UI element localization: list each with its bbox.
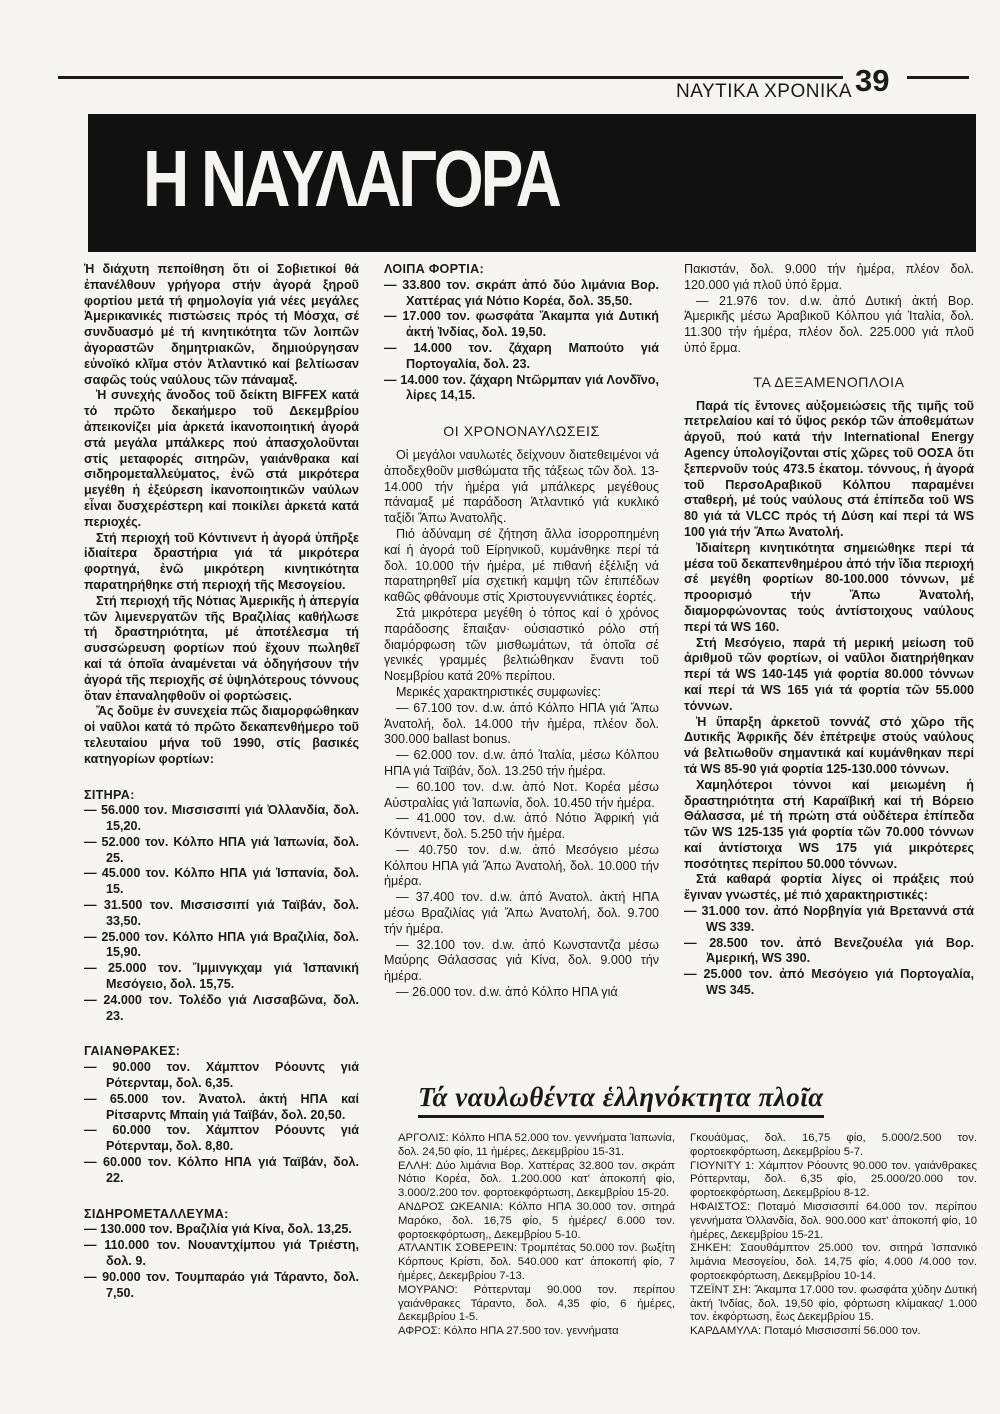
list-item: — 33.800 τον. σκράπ ἀπό δύο λιμάνια Βορ. Χαττέρας γιά Νότιο Κορέα, δολ. 35,50. [384, 277, 659, 308]
fixture-entry: ΜΟΥΡΑΝΟ: Ρόττερνταμ 90.000 τον. περίπου γαιάνθρακες Τάραντο, δολ. 4,35 φίο, 6 ἡμέρες, Δεκεμβρίου 1-5. [398, 1283, 675, 1324]
fixture-entry: ΗΦΑΙΣΤΟΣ: Ποταμό Μισσισσιπί 64.000 τον. περίπου γεννήματα Ὀλλανδία, δολ. 900.000 κατ' ἀποκοπή φίο, 10 ἡμέρες, Δεκεμβρίου 15-21. [690, 1200, 977, 1241]
category-heading: ΓΑΙΑΝΘΡΑΚΕΣ: [84, 1044, 181, 1059]
fixture-entry: Γκουάϋμας, δολ. 16,75 φίο, 5.000/2.500 τον. φορτοεκφόρτωση, Δεκεμβρίου 5-7. [690, 1132, 977, 1158]
category-heading: ΣΙΔΗΡΟΜΕΤΑΛΛΕΥΜΑ: [84, 1206, 229, 1221]
section-heading-tankers: ΤΑ ΔΕΞΑΜΕΝΟΠΛΟΙΑ [753, 373, 905, 390]
list-item: — 25.000 τον. Κόλπο ΗΠΑ γιά Βραζιλία, δολ. 15,90. [84, 929, 359, 960]
list-item: — 31.000 τον. ἀπό Νορβηγία γιά Βρεταννά στά WS 339. [684, 904, 974, 934]
list-item: — 25.000 τον. Ἴμμινγκχαμ γιά Ἰσπανική Μεσόγειο, δολ. 15,75. [84, 961, 359, 992]
list-item: — 65.000 τον. Ἀνατολ. ἀκτή ΗΠΑ καί Ρίτσαρντς Μπαίη γιά Ταϊβάν, δολ. 20,50. [84, 1091, 359, 1122]
list-item: — 40.750 τον. d.w. ἀπό Μεσόγειο μέσω Κόλπου ΗΠΑ γιά Ἄπω Ἀνατολή, δολ. 10.000 τήν ἡμέρα. [384, 842, 659, 889]
list-item: — 110.000 τον. Νουαντχίμπου γιά Τριέστη, δολ. 9. [84, 1238, 359, 1269]
list-item: — 60.100 τον. d.w. ἀπό Νοτ. Κορέα μέσω Αὐστραλίας γιά Ἰαπωνία, δολ. 10.450 τήν ἡμέρα. [384, 779, 659, 810]
paragraph: Ἰδιαίτερη κινητικότητα σημειώθηκε περί τά μέσα τοῦ δεκαπενθημέρου ἀπό τήν ἴδια περιοχή σέ μεγέθη φορτίων 80-100.000 τόννων, μέ προορισμό τήν Ἄπω Ἀνατολή, διαμορφώνοντας τούς ἀντίστοιχους ναύλους περί τά WS 160. [684, 540, 974, 634]
list-item: — 31.500 τον. Μισσισσιπί γιά Ταϊβάν, δολ. 33,50. [84, 898, 359, 928]
paragraph: Παρά τίς ἔντονες αὐξομειώσεις τῆς τιμῆς τοῦ πετρελαίου καί τό ὕψος ρεκόρ τῶν ἀποθεμάτων ἀργοῦ, πού κατά τήν International Energy Agency ὑπολογίζονται στίς χῶρες τοῦ ΟΟΣΑ ὅτι ξεπερνοῦν τούς 473.5 ἑκατομ. τόννους, ἡ ἀγορά τοῦ ΠερσοΑραβικοῦ Κόλπου παραμένει σταθερή, μέ τούς ναύλους στά ἐπίπεδα τοῦ WS 80 γιά τά VLCC πρός τή Δύση καί περί τά WS 100 γιά τήν Ἄπω Ἀνατολή. [684, 398, 974, 539]
list-item: — 90.000 τον. Χάμπτον Ρόουντς γιά Ρότερνταμ, δολ. 6,35. [84, 1060, 359, 1091]
section-heading-time-charters: ΟΙ ΧΡΟΝΟΝΑΥΛΩΣΕΙΣ [443, 423, 600, 440]
running-title: ΝΑΥΤΙΚΑ ΧΡΟΝΙΚΑ [676, 81, 853, 102]
list-item: — 52.000 τον. Κόλπο ΗΠΑ γιά Ἰαπωνία, δολ. 25. [84, 834, 359, 865]
list-item: — 62.000 τον. d.w. ἀπό Ἰταλία, μέσω Κόλπου ΗΠΑ γιά Ταϊβάν, δολ. 13.250 τήν ἡμέρα. [384, 748, 659, 778]
paragraph: Ἡ συνεχής ἄνοδος τοῦ δείκτη BIFFEX κατά τό πρῶτο δεκαήμερο τοῦ Δεκεμβρίου ἀπεικονίζει μία ἀρκετά ἱκανοποιητική ἀγορά στά μεγάλα μπάλκερς πού ἀπασχολοῦνται στίς μεταφορές σιτηρῶν, γαιάνθρακα καί σιδηρομεταλλεύματος, ἐνῶ στά μικρότερα μεγέθη ἡ ἐξεύρεση ἱκανοποιητικῶν ναύλων εἶναι δυσχερέστερη καί ποικίλει ἀρκετά κατά περιοχές. [84, 388, 359, 529]
list-item: — 28.500 τον. ἀπό Βενεζουέλα γιά Βορ. Ἀμερική, WS 390. [684, 935, 974, 966]
fixture-entry: ΚΑΡΔΑΜΥΛΑ: Ποταμό Μισσισσιπί 56.000 τον. [690, 1325, 921, 1338]
paragraph: Ἄς δοῦμε ἐν συνεχεία πῶς διαμορφώθηκαν οἱ ναῦλοι κατά τό πρῶτο δεκαπενθήμερο τοῦ τελευταίου μήνα τοῦ 1990, στίς βασικές κατηγορίων φορτίων: [84, 704, 359, 766]
header-rule-left [58, 76, 843, 79]
fixture-entry: ΑΦΡΟΣ: Κόλπο ΗΠΑ 27.500 τον. γεννήματα [398, 1325, 619, 1338]
list-item: — 130.000 τον. Βραζιλία γιά Κίνα, δολ. 13,25. [84, 1222, 352, 1237]
paragraph: Στή περιοχή τῆς Νότιας Ἀμερικῆς ἡ ἀπεργία τῶν λιμενεργατῶν τῆς Βραζιλίας καθήλωσε τή δραστηριότητα, μέ ἀποτέλεσμα τή συσσώρευση φορτίων πού ἔχουν πωληθεῖ καί τά ὁποῖα ἀναμένεται νά ὁδηγήσουν τήν ἀγορά τῆς περιοχῆς σέ ὑψηλότερους τόννους ὅταν ἐπαναληφθοῦν οἱ φορτώσεις. [84, 593, 359, 703]
list-item: — 25.000 τον. ἀπό Μεσόγειο γιά Πορτογαλία, WS 345. [684, 967, 974, 998]
section-title: Η ΝΑΥΛΑΓΟΡΑ [143, 133, 559, 224]
list-item: — 56.000 τον. Μισσισσιπί γιά Ὀλλανδία, δολ. 15,20. [84, 803, 359, 834]
fixture-entry: ΤΖΕΪΝΤ ΣΗ: Ἄκαμπα 17.000 τον. φωσφάτα χύδην Δυτική ἀκτή Ἰνδίας, δολ. 19,50 φίο, φόρτωση κλίμακας/ 1.000 τον. ἐκφόρτωση, ἕως Δεκεμβρίου 15. [690, 1283, 977, 1324]
fixture-entry: ΓΙΟΥΝΙΤΥ 1: Χάμπτον Ρόουντς 90.000 τον. γαιάνθρακες Ρόττερνταμ, δολ. 6,35 φίο, 25.000/20.000 τον. φορτοεκφόρτωση, Δεκεμβρίου 8-12. [690, 1159, 977, 1200]
paragraph: Στά μικρότερα μεγέθη ὁ τόπος καί ὁ χρόνος παράδοσης ἔπαιξαν· οὐσιαστικό ρόλο στή διαμόρφωση τῶν μισθωμάτων, τά ὁποῖα σέ γενικές γραμμές βελτιώθηκαν ἔναντι τοῦ Νοεμβρίου κατά 20% περίπου. [384, 605, 659, 684]
fixtures-heading: Τά ναυλωθέντα ἑλληνόκτητα πλοῖα [418, 1082, 824, 1118]
fixture-entry: ΕΛΛΗ: Δύο λιμάνια Βορ. Χαττέρας 32.800 τον. σκράπ Νότιο Κορέα, δολ. 1.200.000 κατ' ἀποκοπή φίο, 3.000/2.200 τον. φορτοεκφόρτωση, Δεκεμβρίου 15-20. [398, 1159, 675, 1200]
paragraph: Χαμηλότεροι τόννοι καί μειωμένη ἡ δραστηριότητα στή Καραϊβική καί τή Βόρειο Θάλασσα, μέ τή πρώτη στά οὐδέτερα ἐπίπεδα τῶν WS 125-135 γιά φορτία τῶν 70.000 τόννων καί ἀντίστοιχα WS 175 γιά μικρότερες ποσότητες περίπου 50.000 τόννων. [684, 777, 974, 871]
list-item: — 45.000 τον. Κόλπο ΗΠΑ γιά Ἰσπανία, δολ. 15. [84, 866, 359, 897]
paragraph: Οἱ μεγάλοι ναυλωτές δείχνουν διατεθειμένοι νά ἀποδεχθοῦν μισθώματα τῆς τάξεως τῶν δολ. 13-14.000 τήν ἡμέρα γιά μπάλκερς μεγέθους πάναμαξ μέ παράδοση Ἀτλαντικό γιά κυκλικό ταξίδι Ἄπω Ἀνατολῆς. [384, 447, 659, 526]
list-item: — 60.000 τον. Κόλπο ΗΠΑ γιά Ταϊβάν, δολ. 22. [84, 1155, 359, 1185]
fixtures-column-left [398, 1132, 675, 1339]
fixtures-column-right [690, 1132, 977, 1339]
paragraph: Πιό ἀδύναμη σέ ζήτηση ἄλλα ἰσορροπημένη καί ἡ ἀγορά τοῦ Είρηνικοῦ, κυμάνθηκε περί τά δολ. 10.000 τήν ἡμέρα, μέ πιθανή ἐξέλιξη νά παρατηρηθεῖ μία σχετική καμψη τῶν ἐπιπέδων καθῶς φθάνουμε στίς Χριστουγεννιάτικες ἑορτές. [384, 526, 659, 605]
fixture-entry: ΑΤΛΑΝΤΙΚ ΣΟΒΕΡΕΊΝ: Τρομπέτας 50.000 τον. βωξίτη Κόρπους Κρίστι, δολ. 540.000 κατ' ἀποκοπή φίο, 7 ἡμέρες, Δεκεμβρίου 7-13. [398, 1242, 675, 1282]
category-heading: ΣΙΤΗΡΑ: [84, 787, 135, 802]
paragraph: Στή Μεσόγειο, παρά τή μερική μείωση τοῦ ἀριθμοῦ τῶν φορτίων, οἱ ναῦλοι διατηρήθηκαν περί τά WS 140-145 γιά φορτία 80.000 τόννων καί περί τά WS 165 γιά τά φορτία τῶν 55.000 τόννων. [684, 635, 974, 713]
list-item: — 37.400 τον. d.w. ἀπό Ἀνατολ. ἀκτή ΗΠΑ μέσω Βραζιλίας γιά Ἄπω Ἀνατολή, δολ. 9.700 τήν ἡμέρα. [384, 890, 659, 936]
fixture-entry: ΣΗΚΕΗ: Σαουθάμπτον 25.000 τον. σιτηρά Ἰσπανικό λιμάνια Μεσογείου, δολ. 14,75 φίο, 4.000 /4.000 τον. φορτοεκφόρτωση, Δεκεμβρίου 10-14. [690, 1242, 977, 1282]
list-item: — 14.000 τον. ζάχαρη Ντῶρμπαν γιά Λονδῖνο, λίρες 14,15. [384, 372, 659, 403]
section-banner [88, 114, 976, 252]
list-item: — 26.000 τον. d.w. ἀπό Κόλπο ΗΠΑ γιά [396, 985, 618, 1000]
header-rule-right [907, 76, 969, 79]
category-heading: ΛΟΙΠΑ ΦΟΡΤΙΑ: [384, 262, 484, 276]
paragraph: Στά καθαρά φορτία λίγες οἱ πράξεις πού ἔγιναν γνωστές, μέ πιό χαρακτηριστικές: [684, 872, 974, 903]
list-item: — 41.000 τον. d.w. ἀπό Νότιο Ἀφρική γιά Κόντινεντ, δολ. 5.250 τήν ἡμέρα. [384, 811, 659, 842]
fixture-entry: ΑΡΓΟΛΙΣ: Κόλπο ΗΠΑ 52.000 τον. γεννήματα Ἰαπωνία, δολ. 24,50 φίο, 11 ἡμέρες, Δεκεμβρίου 15-31. [398, 1132, 675, 1158]
list-item: — 60.000 τον. Χάμπτον Ρόουντς γιά Ρότερνταμ, δολ. 8,80. [84, 1123, 359, 1154]
list-item: — 17.000 τον. φωσφάτα Ἄκαμπα γιά Δυτική ἀκτή Ἰνδίας, δολ. 19,50. [384, 309, 659, 340]
list-item: — 90.000 τον. Τουμπαράο γιά Τάραντο, δολ. 7,50. [84, 1269, 359, 1300]
column-2 [384, 262, 659, 1001]
paragraph: Στή περιοχή τοῦ Κόντινεντ ἡ ἀγορά ὑπῆρξε ἰδιαίτερα δραστήρια γιά τά μικρότερα φορτηγά, ἐνῶ μικρότερη κινητικότητα παρατηρήθηκε στή περιοχή τῆς Μεσογείου. [84, 530, 359, 592]
paragraph: Μερικές χαρακτηριστικές συμφωνίες: [396, 684, 601, 699]
page-number: 39 [855, 63, 890, 98]
list-item: — 24.000 τον. Τολέδο γιά Λισσαβῶνα, δολ. 23. [84, 992, 359, 1023]
list-item: — 14.000 τον. ζάχαρη Μαπούτο γιά Πορτογαλία, δολ. 23. [384, 340, 659, 371]
column-1 [84, 262, 359, 1301]
list-item: — 67.100 τον. d.w. ἀπό Κόλπο ΗΠΑ γιά Ἄπω Ἀνατολή, δολ. 14.000 τήν ἡμέρα, πλέον δολ. 300.000 ballast bonus. [384, 700, 659, 747]
paragraph: Ἡ διάχυτη πεποίθηση ὅτι οἱ Σοβιετικοί θά ἐπανέλθουν γρήγορα στήν ἀγορά ξηροῦ φορτίου μετά τή φημολογία γιά νέες μεγάλες Ἀμερικανικές πιστώσεις πρός τή Μόσχα, σέ συνδυασμό μέ τή κινητικότητα τῶν λοιπῶν ἀγοραστῶν δημητριακῶν, δημιούργησαν εὐνοϊκό κλῖμα στόν Ἀτλαντικό καί βελτίωσαν σαφῶς τούς ναύλους τῶν πάναμαξ. [84, 262, 359, 387]
list-item: — 32.100 τον. d.w. ἀπό Κωνσταντζα μέσω Μαύρης Θάλασσας γιά Κίνα, δολ. 9.000 τήν ἡμέρα. [384, 937, 659, 984]
fixture-entry: ΑΝΔΡΟΣ ΩΚΕΑΝΙΑ: Κόλπο ΗΠΑ 30.000 τον. σιτηρά Μαρόκο, δολ. 16,75 φίο, 5 ἡμέρες/ 6.000 τον. φορτοεκφόρτωση,, Δεκεμβρίου 5-10. [398, 1200, 675, 1241]
paragraph: Πακιστάν, δολ. 9.000 τήν ἡμέρα, πλέον δολ. 120.000 γιά πλοῦ ὑπό ἔρμα. [684, 262, 974, 292]
column-3 [684, 262, 974, 999]
list-item: — 21.976 τον. d.w. ἀπό Δυτική ἀκτή Βορ. Ἀμερικῆς μέσω Ἀραβικοῦ Κόλπου γιά Ἰταλία, δολ. 11.300 τήν ἡμέρα, πλέον δολ. 225.000 γιά πλοῦ ὑπό ἔρμα. [684, 293, 974, 355]
paragraph: Ἡ ὕπαρξη ἀρκετοῦ τοννάζ στό χῶρο τῆς Δυτικῆς Ἀφρικῆς δέν ἐπέτρεψε στούς ναύλους νά βελτιωθοῦν σημαντικά καί κυμάνθηκαν περί τά WS 85-90 γιά φορτία 125-130.000 τόννων. [684, 714, 974, 776]
